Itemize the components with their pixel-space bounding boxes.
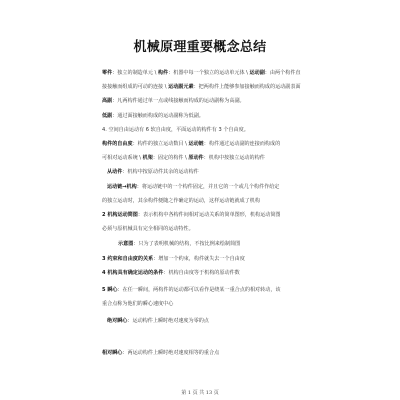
definition-text: ：机构自由度等于机构的原动件数 [163, 270, 240, 276]
text-line-18 [107, 318, 209, 324]
text-line-13 [118, 241, 240, 247]
term-absolute-ic: 绝对瞬心 [107, 318, 128, 324]
definition-text: ：将运动链中的一个构件固定，并且它的一个或几个构件作给定 [136, 184, 280, 190]
text-line-10: 的独立运动时，其余构件便随之作确定的运动，这样运动链就成了机构 [102, 198, 260, 204]
term-sketch: 示意图 [118, 241, 134, 247]
term-pair-element: 运动副元素 [168, 84, 194, 90]
text-line-5: 4. 空间自由运动有 6 软自由度，平面运动的构件有 3 个自由度。 [102, 127, 249, 133]
term-component: 构件 [157, 70, 169, 76]
page-footer: 第 1 页 共 13 页 [181, 390, 219, 396]
text-line-2 [102, 84, 301, 90]
definition-text: ：构件通过运动副的连接而构成的 [203, 141, 281, 147]
definition-text: 可相对运动系统 \ [102, 155, 143, 161]
definition-text: ：固定的构件 \ [152, 155, 189, 161]
term-chain-to-mechanism: 运动链→机构 [107, 184, 137, 190]
term-dof: 构件的自由度 [102, 141, 133, 147]
term-instant-center: 5 瞬心 [102, 287, 118, 293]
definition-text: ：凡两构件通过单一点或线接触而构成的运动副称为高副。 [112, 98, 245, 104]
text-line-8 [107, 169, 199, 175]
term-chain: 运动链 [188, 141, 204, 147]
term-constraint: 3 约束和自由度的关系 [102, 256, 154, 262]
definition-text: ：在任一瞬间，两构件的运动都可以看作是绕某一重合点的相对转动，该 [117, 287, 281, 293]
term-determinate-motion: 4 机构具有确定运动的条件 [102, 270, 164, 276]
definition-text: ：通过面接触而构成的运动副称为低副。 [112, 113, 204, 119]
term-kinematic-diagram: 2 机构运动简图 [102, 212, 138, 218]
text-line-4 [102, 113, 204, 119]
definition-text: 接接触而组成的可动的连接 \ [102, 84, 169, 90]
definition-text: ：把两构件上能够参加接触而构成的运动副表面 [193, 84, 301, 90]
definition-text: ：运动构件上瞬时绝对速度为零的点 [127, 318, 209, 324]
definition-text: ：由两个构件直 [264, 70, 301, 76]
term-kinematic-pair: 运动副 [249, 70, 265, 76]
text-line-9 [107, 184, 279, 190]
definition-text: ：构件的独立运动数目 \ [132, 141, 189, 147]
term-part: 零件 [102, 70, 113, 76]
term-relative-ic: 相对瞬心 [102, 350, 123, 356]
term-lower-pair: 低副 [102, 113, 113, 119]
definition-text: ：机器中每一个独立的运动单元体 \ [168, 70, 250, 76]
text-line-3 [102, 98, 245, 104]
text-line-19 [102, 350, 219, 356]
text-line-14 [102, 256, 245, 262]
definition-text: ：机构中按独立运动的构件 [203, 155, 265, 161]
definition-text: ：机构中按原动件其余的运动构件 [122, 169, 199, 175]
term-frame: 机架 [142, 155, 153, 161]
term-higher-pair: 高副 [102, 98, 113, 104]
text-line-12: 必须与原机械具有完全相同的运动特性。 [102, 226, 194, 232]
text-line-6 [102, 141, 280, 147]
text-line-16 [102, 287, 281, 293]
definition-text: ：独立的制造单元 \ [112, 70, 158, 76]
definition-text: ：表示机构中各构件间相对运动关系的简单图形，机构运动简图 [137, 212, 281, 218]
definition-text: ：只为了表明机械的结构，不按比例来绘制简图 [133, 241, 241, 247]
text-line-15 [102, 270, 240, 276]
definition-text: ：两运动构件上瞬时绝对速度相等的重合点 [122, 350, 220, 356]
text-line-11 [102, 212, 281, 218]
definition-text: ：增加一个约束，构件就失去一个自由度 [153, 256, 245, 262]
term-driver: 原动件 [188, 155, 204, 161]
term-follower: 从动件 [107, 169, 123, 175]
document-title: 机械原理重要概念总结 [133, 40, 267, 55]
text-line-17: 重合点称为他们的瞬心速度中心 [102, 301, 174, 307]
text-line-7 [102, 155, 265, 161]
text-line-1 [102, 70, 300, 76]
